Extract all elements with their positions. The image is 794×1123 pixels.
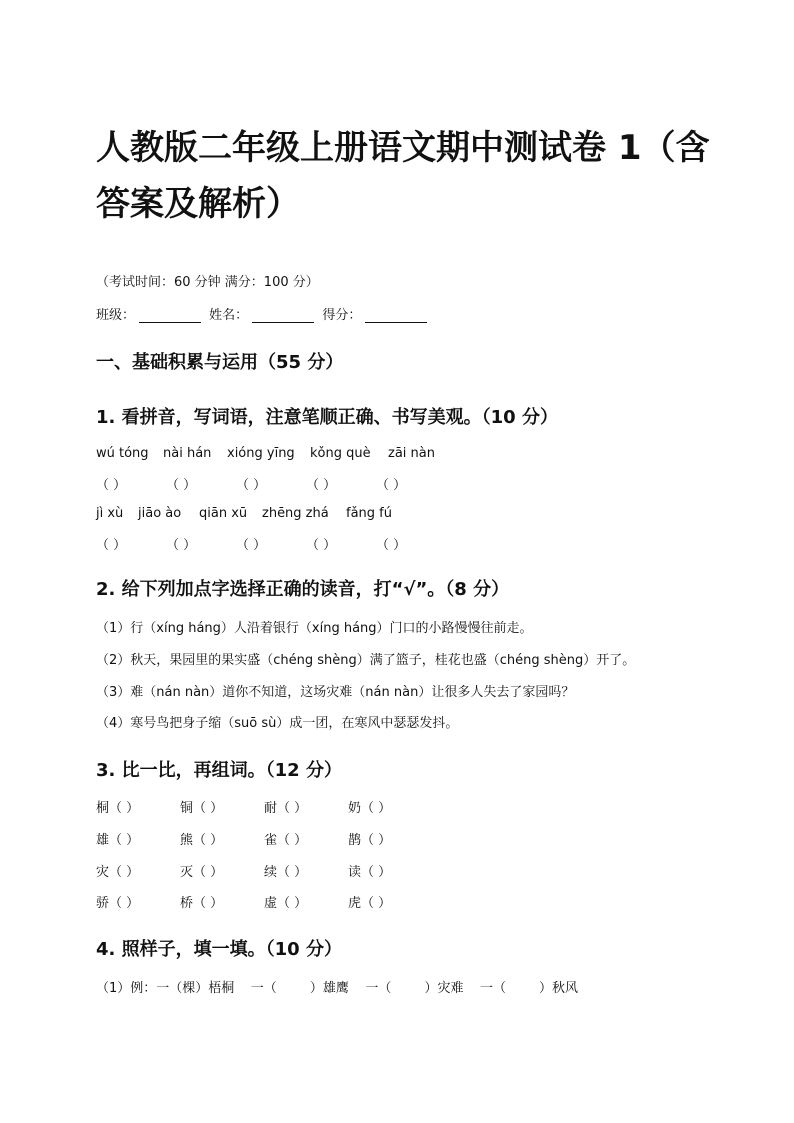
answer-blank[interactable]: （ ） xyxy=(376,478,407,493)
word-cell[interactable]: 鹊（ ） xyxy=(348,833,392,848)
pinyin-item: zhēng zhá xyxy=(262,506,329,521)
word-cell[interactable]: 雄（ ） xyxy=(96,833,140,848)
answer-blank[interactable]: （ ） xyxy=(306,538,337,553)
class-label: 班级： xyxy=(96,308,136,323)
answer-blank[interactable]: （ ） xyxy=(96,478,127,493)
answer-blank[interactable]: （ ） xyxy=(96,538,127,553)
word-cell[interactable]: 骄（ ） xyxy=(96,896,140,911)
word-cell[interactable]: 灾（ ） xyxy=(96,865,140,880)
word-cell[interactable]: 桐（ ） xyxy=(96,801,140,816)
word-cell[interactable]: 续（ ） xyxy=(264,865,308,880)
answer-blank[interactable]: （ ） xyxy=(376,538,407,553)
word-cell[interactable]: 熊（ ） xyxy=(180,833,224,848)
document-title: 人教版二年级上册语文期中测试卷 1（含答案及解析） xyxy=(96,128,710,224)
pinyin-item: kǒng què xyxy=(310,446,371,461)
answer-blank[interactable]: （ ） xyxy=(236,478,267,493)
score-label: 得分： xyxy=(322,308,362,323)
q2-item: （1）行（xíng háng）人沿着银行（xíng háng）门口的小路慢慢往前走。 xyxy=(96,621,533,636)
exam-info: （考试时间：60 分钟 满分：100 分） xyxy=(96,275,319,290)
pinyin-item: xióng yīng xyxy=(227,446,295,461)
section-heading-1: 一、基础积累与运用（55 分） xyxy=(96,352,344,373)
name-label: 姓名： xyxy=(209,308,249,323)
name-field[interactable] xyxy=(252,308,314,323)
q2-item: （3）难（nán nàn）道你不知道，这场灾难（nán nàn）让很多人失去了家园吗？ xyxy=(96,685,575,700)
q2-item: （4）寒号鸟把身子缩（suō sù）成一团，在寒风中瑟瑟发抖。 xyxy=(96,716,459,731)
word-cell[interactable]: 铜（ ） xyxy=(180,801,224,816)
word-cell[interactable]: 雀（ ） xyxy=(264,833,308,848)
score-field[interactable] xyxy=(365,308,427,323)
class-field[interactable] xyxy=(139,308,201,323)
q4-example: （1）例：一（棵）梧桐 一（ ）雄鹰 一（ ）灾难 一（ ）秋风 xyxy=(96,981,579,996)
word-cell[interactable]: 奶（ ） xyxy=(348,801,392,816)
answer-blank[interactable]: （ ） xyxy=(306,478,337,493)
word-cell[interactable]: 灭（ ） xyxy=(180,865,224,880)
word-cell[interactable]: 桥（ ） xyxy=(180,896,224,911)
q3-heading: 3. 比一比，再组词。（12 分） xyxy=(96,760,342,781)
pinyin-item: fǎng fú xyxy=(346,506,392,521)
word-cell[interactable]: 虚（ ） xyxy=(264,896,308,911)
q2-item: （2）秋天，果园里的果实盛（chéng shèng）满了篮子，桂花也盛（chéng shèng）开了。 xyxy=(96,653,636,668)
q4-heading: 4. 照样子，填一填。（10 分） xyxy=(96,939,342,960)
pinyin-item: jì xù xyxy=(96,506,124,521)
q1-heading: 1. 看拼音，写词语，注意笔顺正确、书写美观。（10 分） xyxy=(96,407,558,428)
word-cell[interactable]: 虎（ ） xyxy=(348,896,392,911)
word-cell[interactable]: 耐（ ） xyxy=(264,801,308,816)
pinyin-item: wú tóng xyxy=(96,446,149,461)
answer-blank[interactable]: （ ） xyxy=(166,478,197,493)
answer-blank[interactable]: （ ） xyxy=(236,538,267,553)
pinyin-item: qiān xū xyxy=(199,506,248,521)
pinyin-item: zāi nàn xyxy=(388,446,435,461)
student-info-fields xyxy=(96,304,431,323)
pinyin-item: jiāo ào xyxy=(138,506,182,521)
answer-blank[interactable]: （ ） xyxy=(166,538,197,553)
q2-heading: 2. 给下列加点字选择正确的读音，打“√”。（8 分） xyxy=(96,579,510,600)
pinyin-item: nài hán xyxy=(163,446,212,461)
word-cell[interactable]: 读（ ） xyxy=(348,865,392,880)
